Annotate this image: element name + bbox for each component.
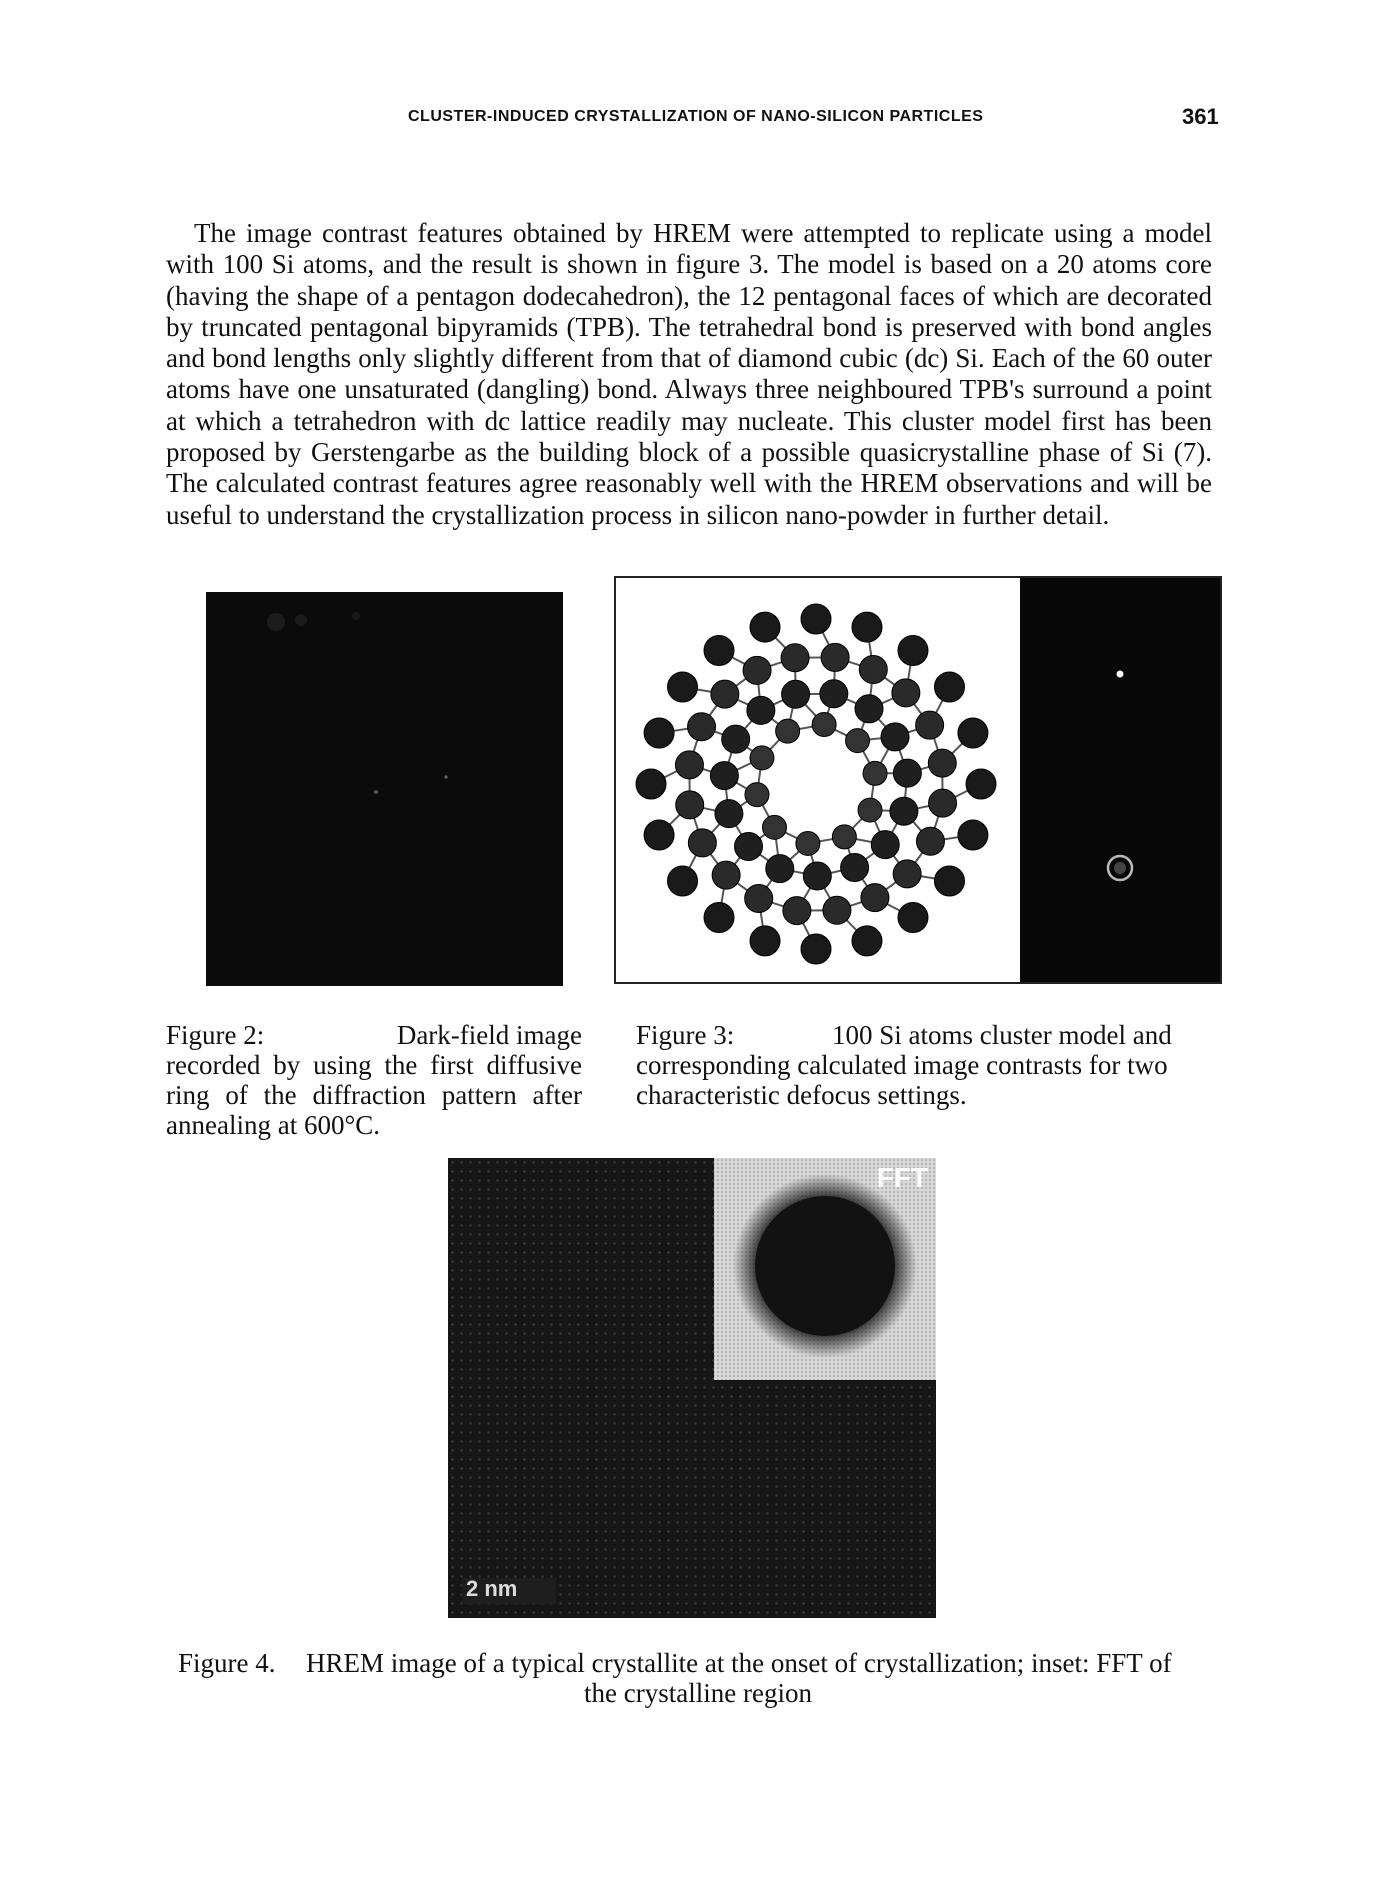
atom	[892, 679, 920, 707]
figure-4-caption-first: HREM image of a typical crystallite at the onset of crystallization; inset: FFT of	[306, 1648, 1172, 1678]
atom	[966, 769, 996, 799]
page-number: 361	[1182, 104, 1219, 129]
page-header	[0, 104, 1400, 138]
cluster-model-image	[616, 578, 1016, 982]
atom	[688, 713, 716, 741]
figure-2-caption-first: Dark-field image	[396, 1020, 582, 1050]
atom	[712, 861, 740, 889]
hrem-drawing	[448, 1158, 936, 1618]
atom	[929, 789, 957, 817]
atom	[863, 761, 887, 785]
atom	[846, 729, 870, 753]
atom	[928, 749, 956, 777]
atom	[668, 672, 698, 702]
dark-field-texture	[206, 592, 563, 986]
figure-4-hrem-image	[448, 1158, 936, 1618]
atom	[859, 656, 887, 684]
figure-4-label: Figure 4.	[178, 1648, 276, 1678]
atom	[934, 672, 964, 702]
atom	[958, 820, 988, 850]
atom	[762, 815, 786, 839]
atom	[781, 644, 809, 672]
atom	[636, 769, 666, 799]
atom	[743, 656, 771, 684]
atom	[934, 866, 964, 896]
atom	[821, 643, 849, 671]
atom	[676, 791, 704, 819]
figure-2-caption-rest: recorded by using the first diffusive ring of the diffraction pattern after annealing at 600°C.	[166, 1050, 582, 1140]
atom	[893, 860, 921, 888]
atom	[750, 926, 780, 956]
atom	[715, 800, 743, 828]
figure-3-label: Figure 3:	[636, 1020, 735, 1050]
running-title: CLUSTER-INDUCED CRYSTALLIZATION OF NANO-SILICON PARTICLES	[408, 108, 984, 125]
atom	[832, 825, 856, 849]
atom	[750, 612, 780, 642]
figure-3-panel	[614, 576, 1222, 984]
atom	[898, 636, 928, 666]
atom	[644, 820, 674, 850]
figure-3-caption	[636, 1020, 1216, 1110]
atom	[711, 680, 739, 708]
atom	[841, 854, 869, 882]
atom	[801, 604, 831, 634]
atom	[745, 783, 769, 807]
atom	[735, 833, 763, 861]
atom	[644, 718, 674, 748]
atom	[782, 680, 810, 708]
atom	[722, 725, 750, 753]
contrast-drawing	[1020, 578, 1220, 982]
atom	[893, 759, 921, 787]
cluster-model-drawing	[616, 578, 1016, 982]
atom	[871, 831, 899, 859]
figure-2-dark-field-image	[206, 592, 563, 986]
atom	[881, 723, 909, 751]
body-paragraph: The image contrast features obtained by HREM were attempted to replicate using a model with 100 Si atoms, and the result is shown in figure 3. The model is based on a 20 atoms core (having the shape of a pentagon dodecahedron), the 12 pentagonal faces of which are decorated by truncated pentagonal bipyramids (TPB). The tetrahedral bond is preserved with bond angles and bond lengths only slightly different from that of diamond cubic (dc) Si. Each of the 60 outer atoms have one unsaturated (dangling) bond. Always three neighboured TPB's surround a point at which a tetrahedron with dc lattice readily may nucleate. This cluster model first has been proposed by Gerstengarbe as the building block of a possible quasicrystalline phase of Si (7). The calculated contrast features agree reasonably well with the HREM observations and will be useful to understand the crystallization process in silicon nano-powder in further detail.	[166, 218, 1212, 530]
atom	[710, 762, 738, 790]
atom	[668, 866, 698, 896]
atom	[916, 827, 944, 855]
atom	[820, 680, 848, 708]
figure-3-caption-rest: corresponding calculated image contrasts for two characteristic defocus settings.	[636, 1050, 1168, 1110]
atom	[783, 897, 811, 925]
atom	[858, 798, 882, 822]
atom	[916, 711, 944, 739]
atom	[745, 884, 773, 912]
atom	[801, 934, 831, 964]
figure-4-caption	[178, 1648, 1218, 1708]
atom	[796, 831, 820, 855]
atom	[688, 829, 716, 857]
atom	[776, 719, 800, 743]
figure-4-caption-rest: the crystalline region	[584, 1678, 812, 1708]
atom	[747, 696, 775, 724]
atom	[958, 718, 988, 748]
atom	[855, 695, 883, 723]
atom	[803, 862, 831, 890]
atom	[852, 612, 882, 642]
atom	[812, 713, 836, 737]
atom	[704, 902, 734, 932]
atom	[704, 636, 734, 666]
atom	[750, 746, 774, 770]
atom	[852, 926, 882, 956]
figure-3-caption-first: 100 Si atoms cluster model and	[832, 1020, 1172, 1050]
atom	[890, 797, 918, 825]
atom	[675, 751, 703, 779]
scale-bar-label: 2 nm	[466, 1576, 518, 1601]
figure-2-label: Figure 2:	[166, 1020, 265, 1050]
atom	[861, 884, 889, 912]
atom	[823, 896, 851, 924]
atom	[898, 902, 928, 932]
fft-inset-label: FFT	[876, 1162, 928, 1193]
figure-2-caption	[166, 1020, 582, 1140]
calculated-contrast-image	[1020, 578, 1220, 982]
atom	[766, 855, 794, 883]
